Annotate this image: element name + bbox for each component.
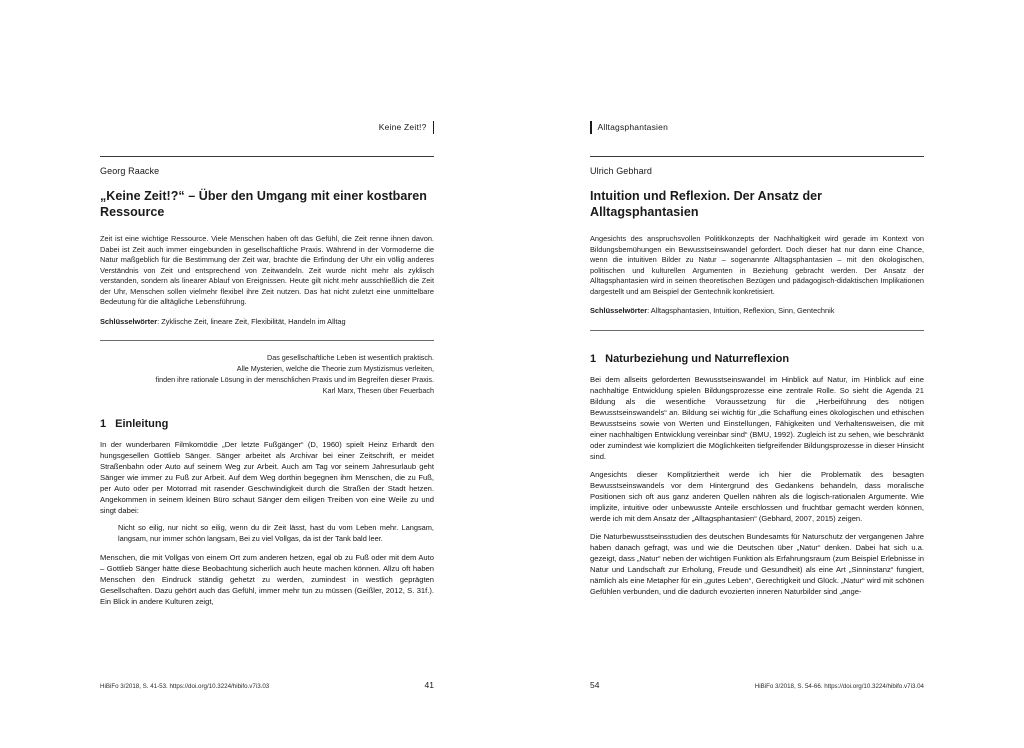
right-page <box>512 0 1024 748</box>
epigraph-line-1: Das gesellschaftliche Leben ist wesentlich praktisch. <box>267 353 434 363</box>
section-number: 1 <box>590 352 597 365</box>
article-title: Intuition und Reflexion. Der Ansatz der Alltagsphantasien <box>590 189 823 219</box>
abstract-text: Angesichts des anspruchsvollen Politikkonzepts der Nachhaltigkeit wird gerade im Kontext von Bildungsbemühungen ein Bewusstseinswandel gefordert. Doch dieser hat nur dann eine Chance, wenn die intuitiven Bilder zu Natur – sogenannte Alltagsphantasien – mit den ökologischen, politischen und kulturellen Argumenten in Beziehung gebracht werden. Der Ansatz der Alltagsphantasien wird in seinen theoretischen Bezügen und pädagogisch-didaktischen Implikationen dargestellt und am Beispiel der Gentechnik konkretisiert. <box>590 234 924 296</box>
section-title: Einleitung <box>115 418 169 431</box>
footer-citation: HiBiFo 3/2018, S. 41-53. https://doi.org/10.3224/hibifo.v7i3.03 <box>100 683 270 690</box>
epigraph-source: Karl Marx, Thesen über Feuerbach <box>322 385 434 395</box>
author-name: Ulrich Gebhard <box>590 166 652 176</box>
epigraph <box>100 353 434 396</box>
body-paragraph: Bei dem allseits geforderten Bewusstseinswandel im Hinblick auf Natur, im Hinblick auf eine nachhaltige Entwicklung spielen Bildungsprozesse eine zentrale Rolle. So sieht die Agenda 21 Bildung als die wesentliche Voraussetzung für die „Herbeiführung des nötigen Bewusstseinswandels“ an. Bildung sei wichtig für „die Schaffung eines ökologischen und ethischen Bewusstseins sowie von Werten und Einstellungen, Fähigkeiten und Verhaltensweisen, die mit einer nachhaltigen Entwicklung vereinbar sind“ (BMU, 1992). Zugleich ist zu sehen, wie beschränkt oder zumindest wie kompliziert die Möglichkeiten tiefgreifender Bildungsprozesse in dieser Hinsicht sind. <box>590 374 924 461</box>
page-footer-left <box>0 680 512 690</box>
article-title: „Keine Zeit!?“ – Über den Umgang mit einer kostbaren Ressource <box>100 189 427 219</box>
abstract-divider <box>590 330 924 331</box>
keywords-text: Zyklische Zeit, lineare Zeit, Flexibilität, Handeln im Alltag <box>161 316 346 326</box>
block-quote: Nicht so eilig, nur nicht so eilig, wenn du dir Zeit lässt, hast du vom Leben mehr. Langsam, langsam, nur immer schön langsam, Bei zu viel Vollgas, da ist der Tank bald leer. <box>118 523 434 544</box>
running-head-rule-icon <box>590 121 592 134</box>
running-head-left-text: Keine Zeit!? <box>378 122 427 132</box>
keywords-label: Schlüsselwörter <box>590 306 648 316</box>
body-paragraph: In der wunderbaren Filmkomödie „Der letzte Fußgänger“ (D, 1960) spielt Heinz Erhardt den hungsgesellen Gottlieb Sänger. Sänger arbeitet als Archivar bei einer Zeitschrift, er meidet Straßenbahn oder Auto auf seinem Weg zur Arbeit. Auch am Tag vor seinem Jahresurlaub geht Sänger wie immer zu Fuß zur Arbeit. Auf dem Weg dorthin begegnen ihm Menschen, die zu Fuß, per Auto oder per Motorrad mit rasender Geschwindigkeit durch die Straßen der Stadt hetzen. Angekommen in seinem kleinen Büro schaut Sänger dem eiligen Treiben von eine Weile zu und singt dabei: <box>100 440 434 516</box>
keywords-text: Alltagsphantasien, Intuition, Reflexion, Sinn, Gentechnik <box>650 306 835 316</box>
running-head-left <box>100 120 434 134</box>
footer-citation: HiBiFo 3/2018, S. 54-66. https://doi.org/10.3224/hibifo.v7i3.04 <box>754 683 924 690</box>
abstract-text: Zeit ist eine wichtige Ressource. Viele Menschen haben oft das Gefühl, die Zeit renne ihnen davon. Dabei ist Zeit auch immer eingebunden in gesellschaftliche Praxis. Während in der Vormoderne die Natur maßgeblich für die Bestimmung der Zeit war, brachte die Erfindung der Uhr ein völlig anderes Verständnis von Zeit und entsprechend von Zeitwandeln. Zeit wurde nicht mehr als zyklisch verstanden, sondern als linearer Ablauf von Ereignissen. Heute gilt nicht mehr ausschließlich die Zeit der Uhr, Menschen sollen vielmehr flexibel ihre Zeit nutzen. Das hat nicht zuletzt eine unmittelbare Bedeutung für die alltägliche Lebensführung. <box>100 234 434 307</box>
header-divider <box>590 156 924 157</box>
author-name: Georg Raacke <box>100 166 160 176</box>
page-number: 54 <box>590 680 600 690</box>
keywords-label: Schlüsselwörter <box>100 316 158 326</box>
abstract-divider <box>100 340 434 341</box>
header-divider <box>100 156 434 157</box>
body-paragraph: Die Naturbewusstseinsstudien des deutschen Bundesamts für Naturschutz der vergangenen Jahre haben danach gefragt, was und wie die Deutschen über „Natur“ denken. Dabei hat sich u.a. gezeigt, dass „Natur“ neben der wichtigen Funktion als Erfahrungsraum (zum Beispiel Erlebnisse in Natur und Landschaft zur Erholung, Freude und Gesundheit) als eine Art „Sinninstanz“ fungiert, nämlich als eine Metapher für ein „gutes Leben“, Gerechtigkeit und Glück. „Natur“ wird mit schönen Gefühlen verbunden, und die dadurch evozierten inneren Naturbilder sind „ange- <box>590 531 924 596</box>
section-title: Naturbeziehung und Naturreflexion <box>605 352 790 365</box>
keywords-colon: : <box>647 306 651 316</box>
keywords-line <box>590 306 924 317</box>
keywords-line <box>100 317 434 328</box>
running-head-rule-icon <box>433 121 435 134</box>
section-heading <box>100 418 434 430</box>
page-footer-right <box>512 680 1024 690</box>
running-head-right-text: Alltagsphantasien <box>597 122 669 132</box>
body-paragraph: Menschen, die mit Vollgas von einem Ort zum anderen hetzen, egal ob zu Fuß oder mit dem Auto – Gottlieb Sänger hätte diese Beobachtung sicherlich auch heute machen können. Allzu oft haben Menschen den Eindruck ständig gehetzt zu werden, zumindest in westlich geprägten Gesellschaften. Dazu gehört auch das Gefühl, immer mehr tun zu müssen (Geißler, 2012, S. 31f.). Ein Blick in andere Kulturen zeigt, <box>100 552 434 606</box>
page-number: 41 <box>424 680 434 690</box>
section-number: 1 <box>100 418 107 431</box>
section-heading <box>590 353 924 365</box>
keywords-colon: : <box>157 316 162 326</box>
epigraph-line-3: finden ihre rationale Lösung in der menschlichen Praxis und im Begreifen dieser Praxis. <box>155 374 434 384</box>
epigraph-line-2: Alle Mysterien, welche die Theorie zum Mystizismus verleiten, <box>236 363 434 373</box>
body-paragraph: Angesichts dieser Komplitziertheit werde ich hier die Problematik des besagten Bewusstseinswandels vor dem Hintergrund des Gedankens behandeln, dass moralische Positionen sich oft aus ganz anderen Quellen nähren als die logisch-rationalen Argumente. Wie implizite, intuitive oder unbewusste Anteile erschlossen und fruchtbar gemacht werden können, werde ich mit dem Ansatz der „Alltagsphantasien“ (Gebhard, 2007, 2015) zeigen. <box>590 469 924 523</box>
running-head-right <box>590 120 924 134</box>
